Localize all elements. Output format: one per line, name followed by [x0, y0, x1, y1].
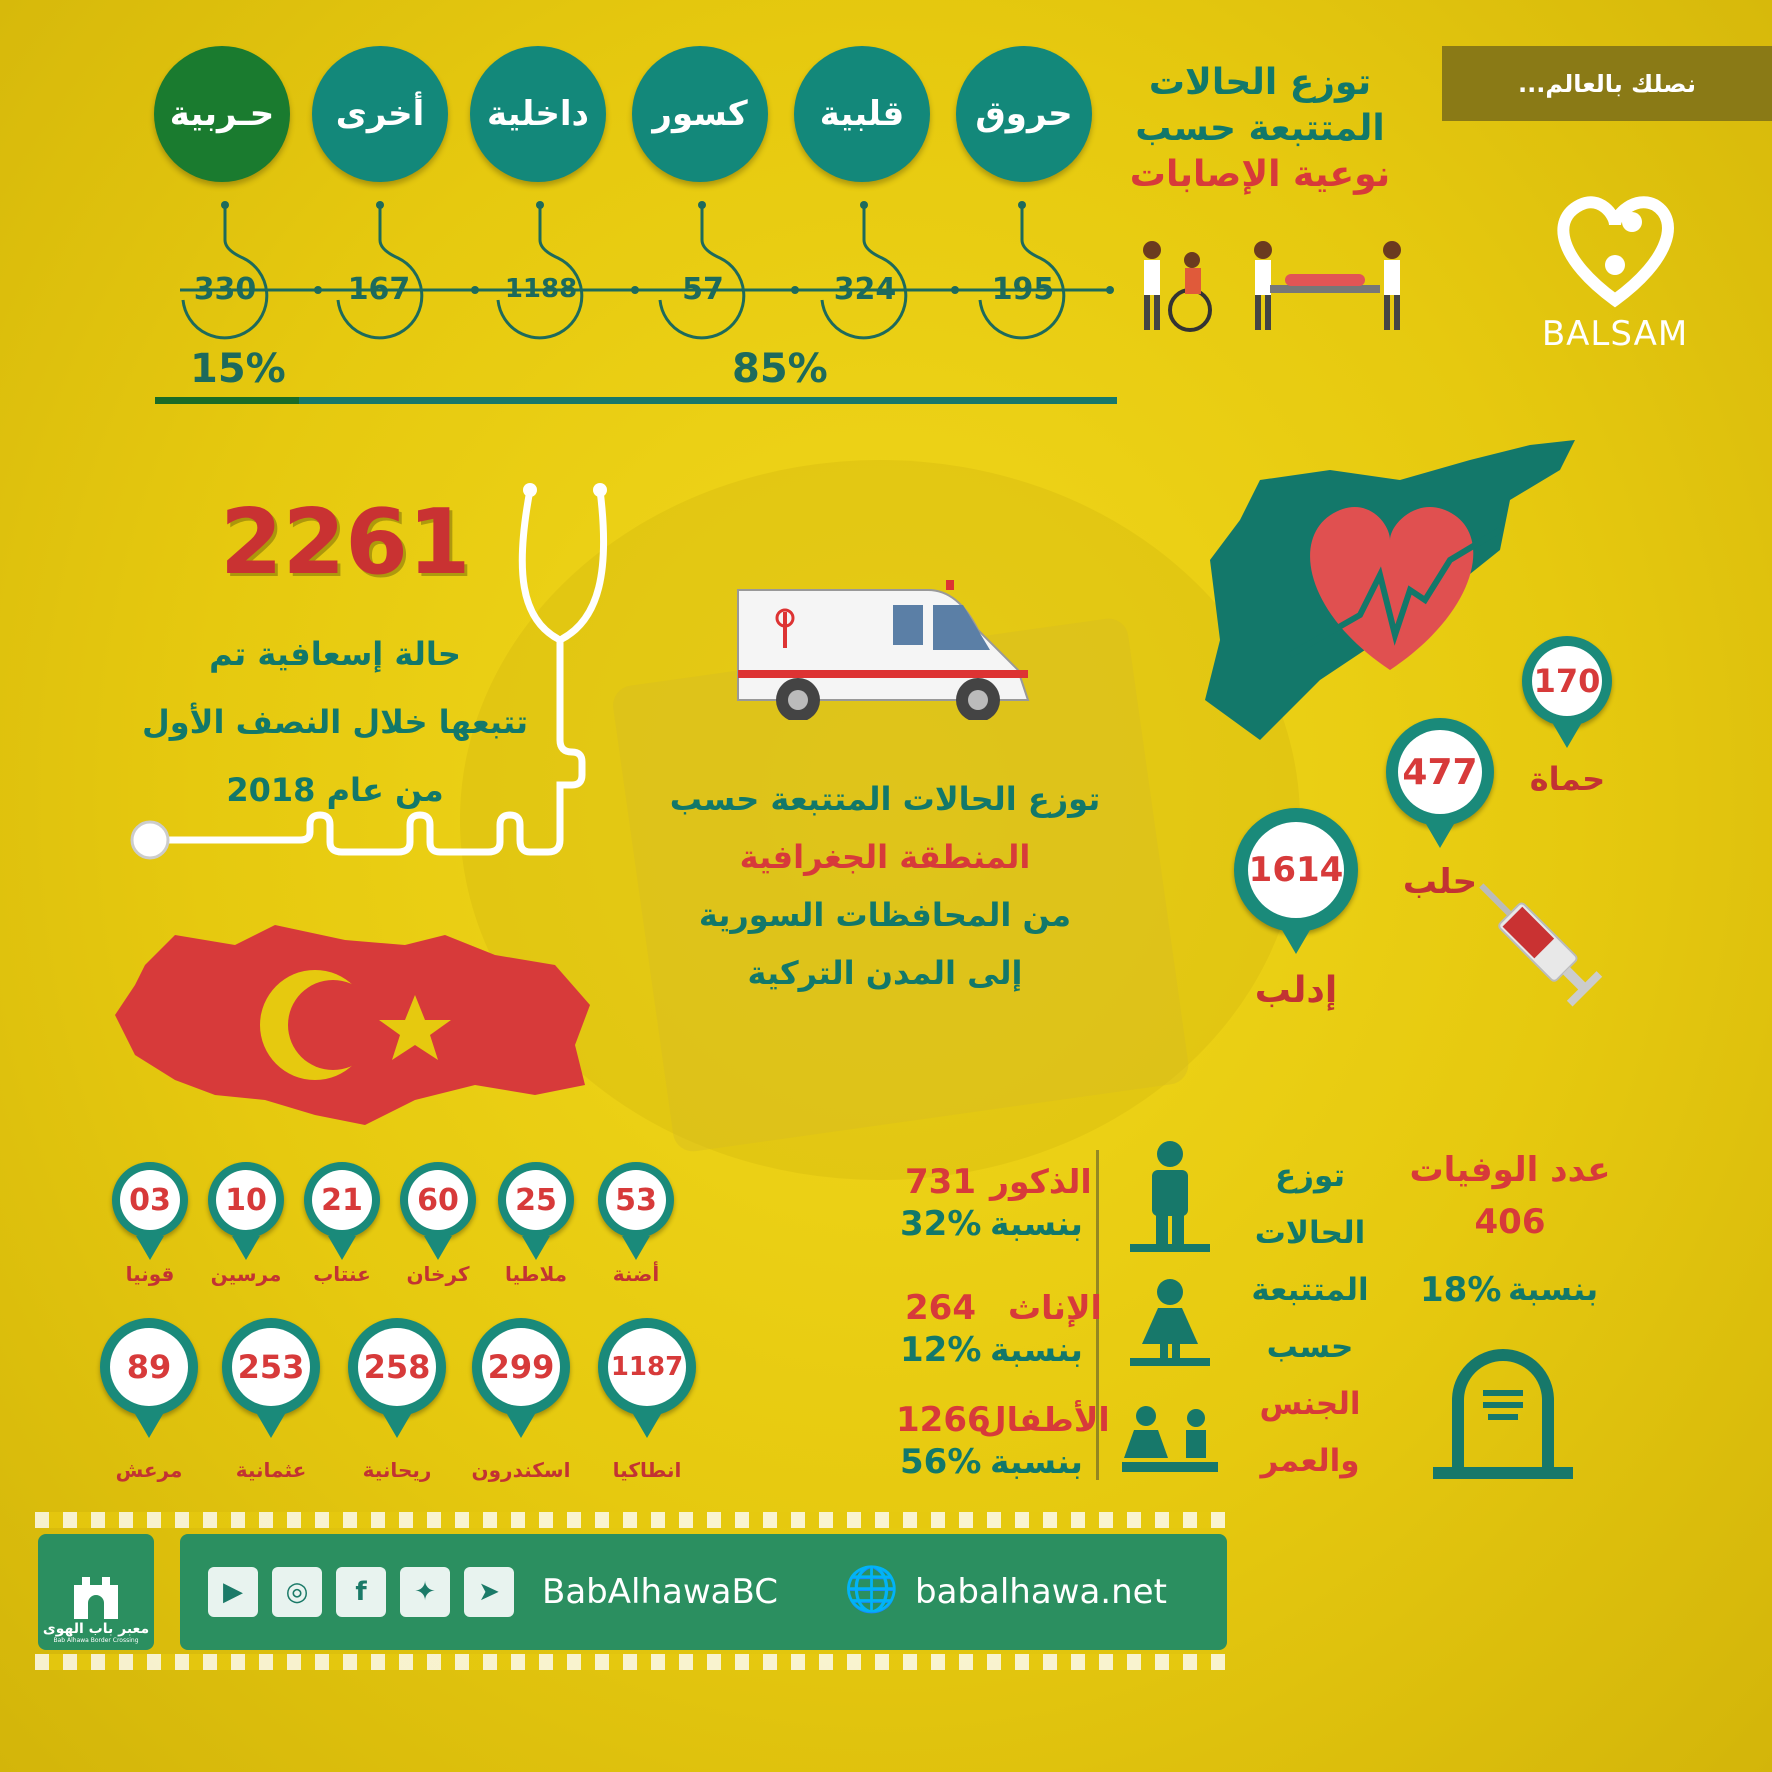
city-iskenderun: اسكندرون	[471, 1458, 571, 1482]
pin-malatya-value: 25	[506, 1170, 566, 1230]
injury-title-line2: المتتبعة حسب	[1135, 108, 1385, 149]
pin-kirikhan	[400, 1162, 476, 1238]
pin-iskenderun	[472, 1318, 570, 1416]
injury-value-cardiac: 324	[833, 272, 897, 307]
pin-mersin-value: 10	[216, 1170, 276, 1230]
percent-bar	[155, 397, 1117, 404]
city-gaziantep: عنتاب	[313, 1262, 371, 1286]
geo-title-line4: إلى المدن التركية	[747, 954, 1023, 992]
injury-value-war: 330	[193, 272, 257, 307]
total-line2: تتبعها خلال النصف الأول	[141, 703, 529, 741]
geo-title-line1: توزع الحالات المتتبعة حسب	[669, 780, 1101, 818]
geo-title-line3: من المحافظات السورية	[698, 896, 1072, 934]
male-icon	[1128, 1140, 1212, 1252]
stretcher-illustration-icon	[1130, 240, 1420, 340]
pin-idlib	[1234, 808, 1358, 932]
org-name: معبر باب الهوى	[42, 1621, 150, 1637]
slogan-text: نصلك بالعالم...	[1518, 69, 1696, 98]
pin-maras-value: 89	[110, 1328, 188, 1406]
city-adana: أضنة	[612, 1262, 660, 1286]
female-icon	[1128, 1278, 1212, 1368]
gender-section-title	[1230, 1148, 1390, 1490]
website-link[interactable]: babalhawa.net	[915, 1572, 1167, 1612]
female-ratio-label: بنسبة	[990, 1330, 1083, 1369]
pin-kirikhan-value: 60	[408, 1170, 468, 1230]
gender-title-line4: حسب	[1266, 1329, 1354, 1365]
injury-connector-lines	[150, 200, 1150, 340]
injury-type-cardiac: قلبية	[794, 46, 930, 182]
gender-title-line1: توزع	[1274, 1158, 1346, 1194]
pin-konya	[112, 1162, 188, 1238]
city-malatya: ملاطيا	[504, 1262, 568, 1286]
injury-value-fractures: 57	[682, 272, 724, 307]
injury-title-line1: توزع الحالات	[1148, 62, 1372, 103]
male-ratio-label: بنسبة	[990, 1204, 1083, 1243]
social-handle[interactable]: BabAlhawaBC	[542, 1572, 778, 1612]
pin-konya-value: 03	[120, 1170, 180, 1230]
city-antakya: انطاكيا	[612, 1458, 682, 1482]
facebook-icon[interactable]: f	[336, 1567, 386, 1617]
instagram-icon[interactable]: ◎	[272, 1567, 322, 1617]
city-kirikhan: كرخان	[406, 1262, 470, 1286]
war-percent: 15%	[190, 346, 286, 392]
war-percent-bar	[155, 397, 299, 404]
city-osmaniye: عثمانية	[235, 1458, 307, 1482]
city-hama: حماة	[1529, 760, 1606, 798]
injury-type-internal: داخلية	[470, 46, 606, 182]
city-idlib: إدلب	[1254, 970, 1338, 1011]
pin-idlib-value: 1614	[1248, 822, 1344, 918]
injury-type-other: أخرى	[312, 46, 448, 182]
ambulance-icon	[728, 570, 1048, 720]
pin-gaziantep-value: 21	[312, 1170, 372, 1230]
injury-type-burns: حروق	[956, 46, 1092, 182]
city-reyhanli: ريحانية	[362, 1458, 432, 1482]
injury-type-fractures: كسور	[632, 46, 768, 182]
injury-value-burns: 195	[991, 272, 1055, 307]
pin-adana-value: 53	[606, 1170, 666, 1230]
pin-mersin	[208, 1162, 284, 1238]
deaths-value: 406	[1474, 1202, 1546, 1242]
female-percent: 12%	[900, 1330, 982, 1370]
injury-value-other: 167	[347, 272, 411, 307]
male-label: الذكور	[990, 1162, 1092, 1201]
syringe-icon	[1460, 860, 1620, 1020]
children-percent: 56%	[900, 1442, 982, 1482]
globe-icon: 🌐	[844, 1564, 899, 1615]
telegram-icon[interactable]: ➤	[464, 1567, 514, 1617]
footer-bar	[180, 1534, 1227, 1650]
city-maras: مرعش	[115, 1458, 183, 1482]
pin-adana	[598, 1162, 674, 1238]
city-konya: قونيا	[125, 1262, 175, 1286]
stethoscope-icon	[120, 470, 640, 890]
pin-iskenderun-value: 299	[482, 1328, 560, 1406]
pin-osmaniye	[222, 1318, 320, 1416]
injury-section-title	[1100, 60, 1420, 198]
female-value: 264	[905, 1288, 976, 1328]
heart-logo-icon	[1540, 180, 1690, 310]
pin-aleppo	[1386, 718, 1494, 826]
gender-title-line6: والعمر	[1260, 1443, 1360, 1479]
footer-pattern-top	[35, 1512, 1225, 1528]
female-label: الإناث	[1008, 1288, 1102, 1327]
pin-gaziantep	[304, 1162, 380, 1238]
org-subtitle: Bab Alhawa Border Crossing	[53, 1637, 139, 1644]
male-percent: 32%	[900, 1204, 982, 1244]
balsam-logo	[1540, 180, 1690, 354]
pin-antakya	[598, 1318, 696, 1416]
deaths-percent: 18%	[1420, 1270, 1502, 1310]
children-icon	[1120, 1404, 1220, 1476]
city-mersin: مرسين	[210, 1262, 282, 1286]
org-logo	[38, 1534, 154, 1650]
pin-malatya	[498, 1162, 574, 1238]
syria-map-icon	[1200, 440, 1580, 760]
pin-reyhanli	[348, 1318, 446, 1416]
gender-title-line2: الحالات	[1254, 1215, 1366, 1251]
injury-type-war: حـربية	[154, 46, 290, 182]
gender-title-line3: المتتبعة	[1251, 1272, 1369, 1308]
pin-osmaniye-value: 253	[232, 1328, 310, 1406]
injury-title-line3: نوعية الإصابات	[1129, 154, 1391, 195]
total-line1: حالة إسعافية تم	[209, 635, 461, 673]
city-aleppo: حلب	[1402, 862, 1478, 902]
pin-antakya-value: 1187	[608, 1328, 686, 1406]
slogan-banner	[1442, 46, 1772, 121]
children-label: الأطفال	[978, 1400, 1110, 1439]
pin-aleppo-value: 477	[1398, 730, 1482, 814]
pin-hama	[1522, 636, 1612, 726]
turkey-flag-map-icon	[115, 925, 595, 1145]
children-value: 1266	[896, 1400, 991, 1440]
gender-title-line5: الجنس	[1259, 1386, 1361, 1422]
tombstone-icon	[1428, 1345, 1578, 1485]
total-count: 2261	[220, 490, 471, 595]
deaths-label: عدد الوفيات	[1409, 1150, 1611, 1190]
gate-icon	[66, 1571, 126, 1621]
footer-pattern-bottom	[35, 1654, 1225, 1670]
total-line3: من عام 2018	[226, 771, 444, 809]
geo-section-title	[640, 770, 1130, 1002]
logo-text: BALSAM	[1541, 314, 1689, 354]
other-percent: 85%	[732, 346, 828, 392]
pin-maras	[100, 1318, 198, 1416]
male-value: 731	[905, 1162, 976, 1202]
deaths-ratio-label: بنسبة	[1508, 1270, 1599, 1308]
injury-value-internal: 1188	[504, 274, 578, 304]
geo-title-line2: المنطقة الجغرافية	[739, 838, 1031, 876]
pin-hama-value: 170	[1532, 646, 1602, 716]
pin-reyhanli-value: 258	[358, 1328, 436, 1406]
twitter-icon[interactable]: ✦	[400, 1567, 450, 1617]
youtube-icon[interactable]: ▶	[208, 1567, 258, 1617]
children-ratio-label: بنسبة	[990, 1442, 1083, 1481]
